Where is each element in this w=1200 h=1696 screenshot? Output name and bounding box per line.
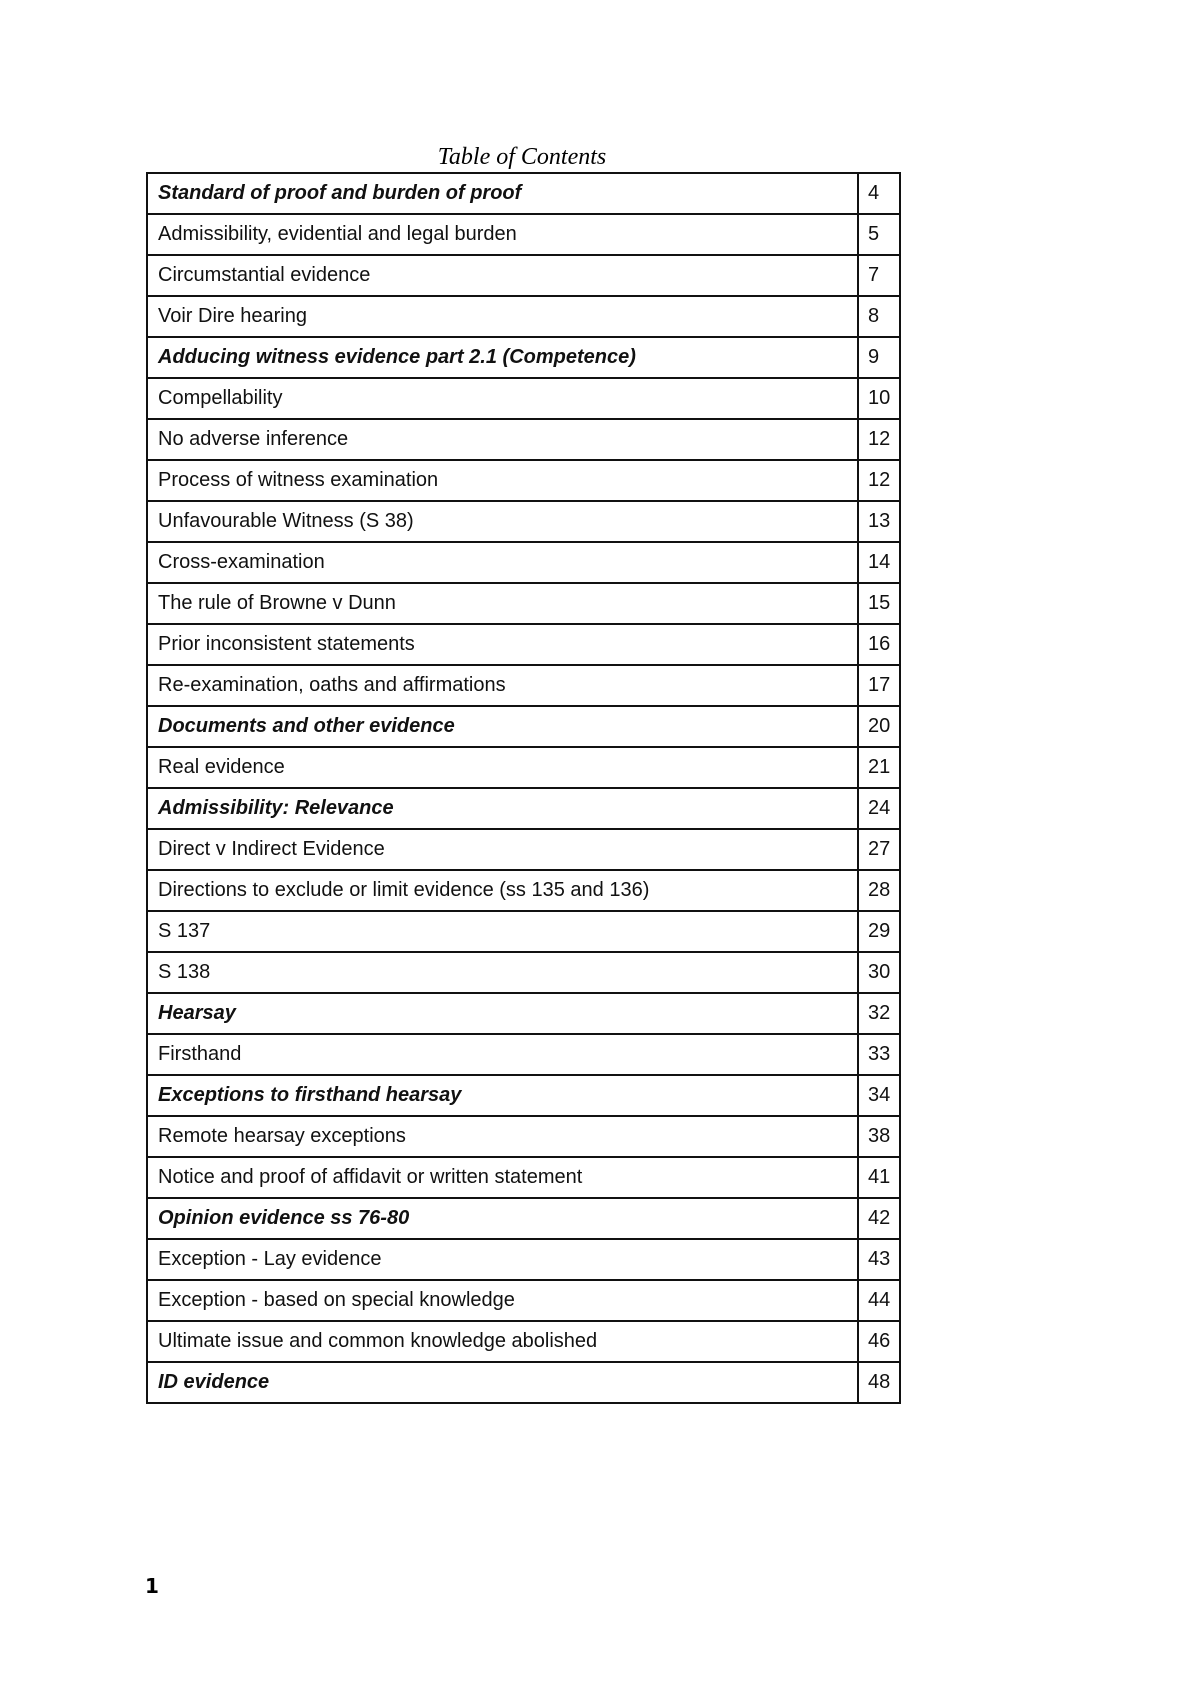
toc-entry-page: 7 [858,255,900,296]
toc-entry-title: The rule of Browne v Dunn [147,583,858,624]
toc-row [147,624,900,665]
toc-entry-title: ID evidence [147,1362,858,1403]
toc-entry-title: Hearsay [147,993,858,1034]
toc-entry-page: 5 [858,214,900,255]
toc-entry-page: 15 [858,583,900,624]
toc-row [147,1034,900,1075]
toc-body [147,173,900,1403]
toc-entry-page: 24 [858,788,900,829]
toc-entry-title: Notice and proof of affidavit or written statement [147,1157,858,1198]
toc-entry-title: Unfavourable Witness (S 38) [147,501,858,542]
toc-entry-title: Voir Dire hearing [147,296,858,337]
toc-entry-page: 28 [858,870,900,911]
toc-entry-page: 32 [858,993,900,1034]
toc-entry-title: S 137 [147,911,858,952]
toc-row [147,296,900,337]
toc-row [147,501,900,542]
toc-entry-page: 16 [858,624,900,665]
toc-row [147,1239,900,1280]
toc-entry-page: 21 [858,747,900,788]
toc-entry-page: 27 [858,829,900,870]
toc-entry-page: 9 [858,337,900,378]
toc-entry-page: 13 [858,501,900,542]
toc-heading-row [147,993,900,1034]
toc-entry-title: Ultimate issue and common knowledge abolished [147,1321,858,1362]
toc-row [147,378,900,419]
toc-entry-title: Firsthand [147,1034,858,1075]
toc-entry-page: 4 [858,173,900,214]
toc-row [147,1321,900,1362]
toc-row [147,747,900,788]
toc-entry-title: Circumstantial evidence [147,255,858,296]
toc-row [147,952,900,993]
toc-row [147,460,900,501]
toc-entry-title: Process of witness examination [147,460,858,501]
toc-entry-title: Documents and other evidence [147,706,858,747]
toc-entry-title: Compellability [147,378,858,419]
toc-entry-page: 12 [858,460,900,501]
toc-entry-page: 30 [858,952,900,993]
toc-entry-page: 29 [858,911,900,952]
toc-entry-title: Prior inconsistent statements [147,624,858,665]
toc-entry-title: Cross-examination [147,542,858,583]
toc-heading-row [147,337,900,378]
toc-entry-page: 43 [858,1239,900,1280]
toc-row [147,255,900,296]
toc-entry-page: 48 [858,1362,900,1403]
toc-entry-page: 14 [858,542,900,583]
toc-row [147,542,900,583]
toc-entry-page: 46 [858,1321,900,1362]
toc-heading-row [147,1198,900,1239]
toc-heading-row [147,1362,900,1403]
toc-row [147,665,900,706]
toc-row [147,583,900,624]
toc-entry-page: 20 [858,706,900,747]
toc-row [147,1116,900,1157]
toc-entry-title: S 138 [147,952,858,993]
toc-heading-row [147,788,900,829]
toc-entry-page: 38 [858,1116,900,1157]
toc-entry-page: 17 [858,665,900,706]
toc-row [147,829,900,870]
toc-entry-title: Opinion evidence ss 76-80 [147,1198,858,1239]
toc-entry-page: 41 [858,1157,900,1198]
toc-entry-page: 12 [858,419,900,460]
toc-entry-title: Real evidence [147,747,858,788]
toc-entry-page: 42 [858,1198,900,1239]
toc-row [147,419,900,460]
toc-heading-row [147,173,900,214]
toc-row [147,214,900,255]
page-number: 1 [145,1574,159,1598]
toc-entry-title: Exception - based on special knowledge [147,1280,858,1321]
toc-entry-title: Exceptions to firsthand hearsay [147,1075,858,1116]
toc-entry-page: 34 [858,1075,900,1116]
toc-row [147,1157,900,1198]
toc-heading-row [147,1075,900,1116]
toc-row [147,870,900,911]
toc-entry-page: 33 [858,1034,900,1075]
toc-entry-title: Admissibility: Relevance [147,788,858,829]
toc-entry-title: Admissibility, evidential and legal burden [147,214,858,255]
toc-heading-row [147,706,900,747]
toc-entry-title: Adducing witness evidence part 2.1 (Competence) [147,337,858,378]
toc-table [146,172,901,1404]
toc-entry-page: 8 [858,296,900,337]
toc-entry-title: Standard of proof and burden of proof [147,173,858,214]
toc-entry-title: Direct v Indirect Evidence [147,829,858,870]
toc-title: Table of Contents [437,144,607,170]
toc-entry-page: 10 [858,378,900,419]
toc-row [147,1280,900,1321]
toc-entry-page: 44 [858,1280,900,1321]
toc-entry-title: No adverse inference [147,419,858,460]
toc-row [147,911,900,952]
toc-entry-title: Re-examination, oaths and affirmations [147,665,858,706]
toc-entry-title: Exception - Lay evidence [147,1239,858,1280]
toc-entry-title: Remote hearsay exceptions [147,1116,858,1157]
toc-entry-title: Directions to exclude or limit evidence (ss 135 and 136) [147,870,858,911]
